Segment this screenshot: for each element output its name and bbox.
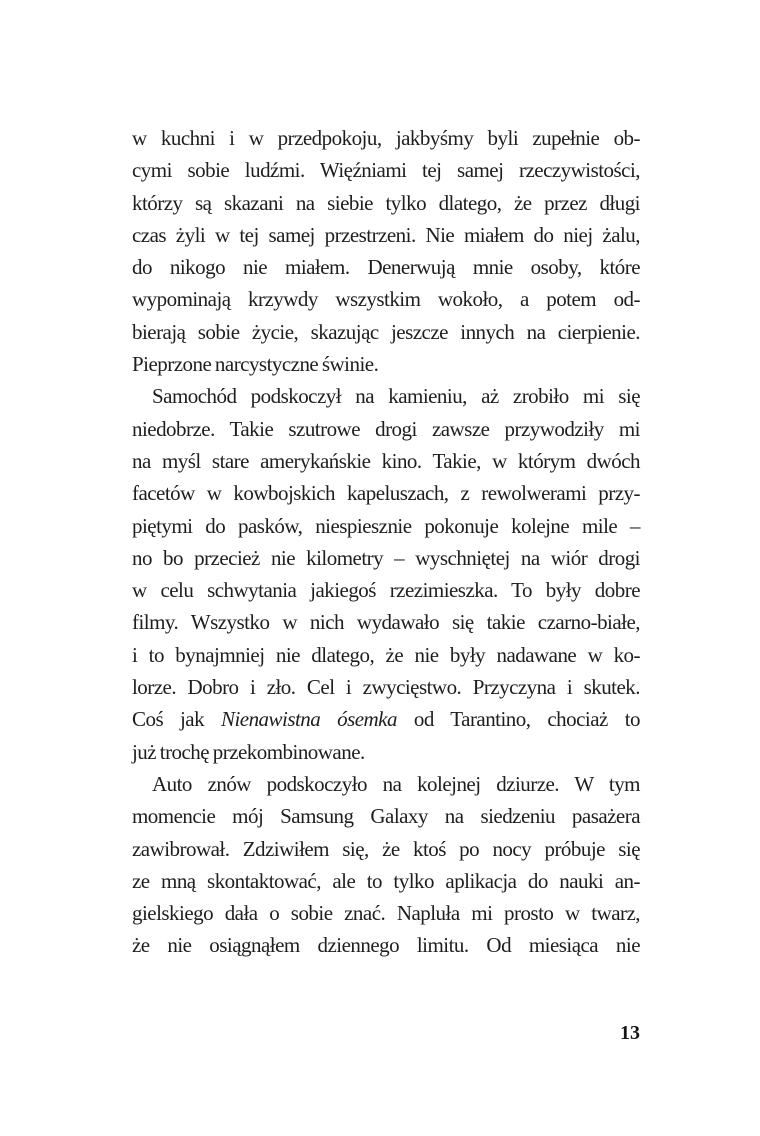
text-line: bierają sobie życie, skazując jeszcze innych na cierpienie. [132,319,640,344]
book-title-italic: Nienawistna ósemka [220,707,397,732]
text-line: filmy. Wszystko w nich wydawało się takie czarno-białe, [132,610,640,635]
text-line: lorze. Dobro i zło. Cel i zwycięstwo. Przyczyna i skutek. [132,675,640,700]
text-line-paragraph-start: Samochód podskoczył na kamieniu, aż zrobiło mi się [152,384,640,409]
text-line: niedobrze. Takie szutrowe drogi zawsze przywodziły mi [132,416,640,441]
text-line: no bo przecież nie kilometry – wyschniętej na wiór drogi [132,545,640,570]
text-line: na myśl stare amerykańskie kino. Takie, w którym dwóch [132,448,640,473]
text-line-paragraph-end: już trochę przekombinowane. [132,739,365,764]
text-segment: od Tarantino, chociaż to [396,707,640,732]
text-line: cymi sobie ludźmi. Więźniami tej samej rzeczywistości, [132,158,640,183]
text-line: facetów w kowbojskich kapeluszach, z rewolwerami przy- [132,481,640,506]
body-text [132,122,640,962]
text-line: ze mną skontaktować, ale to tylko aplikacja do nauki an- [132,868,640,893]
text-line-with-book-title [132,703,640,735]
text-line: do nikogo nie miałem. Denerwują mnie osoby, które [132,255,640,280]
text-line: w celu schwytania jakiegoś rzezimieszka. To były dobre [132,578,640,603]
text-line: że nie osiągnąłem dziennego limitu. Od miesiąca nie [132,933,640,958]
page-number: 13 [620,1022,640,1044]
text-line: piętymi do pasków, niespiesznie pokonuje kolejne mile – [132,513,640,538]
text-line: którzy są skazani na siebie tylko dlatego, że przez długi [132,190,640,215]
text-segment: Coś jak [132,707,221,732]
text-line: gielskiego dała o sobie znać. Napluła mi prosto w twarz, [132,901,640,926]
text-line-paragraph-end: Pieprzone narcystyczne świnie. [132,352,379,377]
text-line-paragraph-start: Auto znów podskoczyło na kolejnej dziurze. W tym [152,771,640,796]
text-line: momencie mój Samsung Galaxy na siedzeniu pasażera [132,804,640,829]
text-line: w kuchni i w przedpokoju, jakbyśmy byli zupełnie ob- [132,126,640,150]
text-line: zawibrował. Zdziwiłem się, że ktoś po nocy próbuje się [132,836,640,861]
text-line: czas żyli w tej samej przestrzeni. Nie miałem do niej żalu, [132,222,640,247]
text-line: i to bynajmniej nie dlatego, że nie były nadawane w ko- [132,642,640,667]
text-line: wypominają krzywdy wszystkim wokoło, a potem od- [132,287,640,312]
